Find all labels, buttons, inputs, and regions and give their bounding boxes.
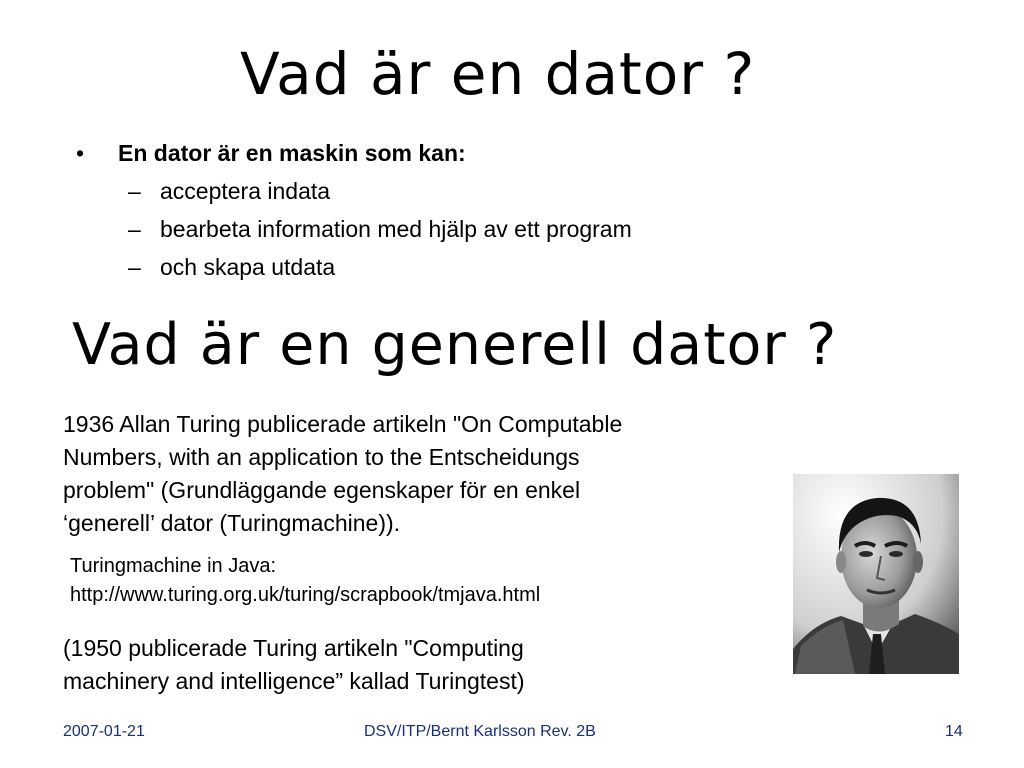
turing-paragraph [63,408,773,540]
sub-bullet-text: bearbeta information med hjälp av ett program [160,216,632,242]
sub-bullet-item [76,210,632,248]
footer-page-number: 14 [945,723,963,740]
paragraph-line: (1950 publicerade Turing artikeln "Computing [63,635,524,661]
turingtest-paragraph [63,632,703,698]
java-link-block [70,552,540,610]
sub-bullet-text: acceptera indata [160,178,331,204]
footer-date: 2007-01-21 [63,723,145,740]
paragraph-line: machinery and intelligence” kallad Turingtest) [63,668,525,694]
turing-url-link[interactable]: http://www.turing.org.uk/turing/scrapbook/tmjava.html [70,584,541,606]
sub-bullet-text: och skapa utdata [160,254,336,280]
bullet-item [76,134,632,172]
sub-bullet-item [76,248,632,286]
paragraph-line: ‘generell’ dator (Turingmachine)). [63,510,401,536]
java-label: Turingmachine in Java: [70,555,277,577]
footer-author: DSV/ITP/Bernt Karlsson Rev. 2B [364,723,596,740]
sub-bullet-item [76,172,632,210]
sub-bullet-marker: – [128,178,141,204]
bullet-marker: • [76,140,85,166]
section-title: Vad är en generell dator ? [72,312,838,378]
paragraph-line: Numbers, with an application to the Entscheidungs [63,444,580,470]
bullet-list [76,134,632,286]
sub-bullet-marker: – [128,216,141,242]
alan-turing-photo [793,474,959,674]
bullet-text: En dator är en maskin som kan: [118,140,466,166]
paragraph-line: problem" (Grundläggande egenskaper för en enkel [63,477,581,503]
sub-bullet-marker: – [128,254,141,280]
paragraph-line: 1936 Allan Turing publicerade artikeln "On Computable [63,411,623,437]
slide-title: Vad är en dator ? [240,40,756,108]
